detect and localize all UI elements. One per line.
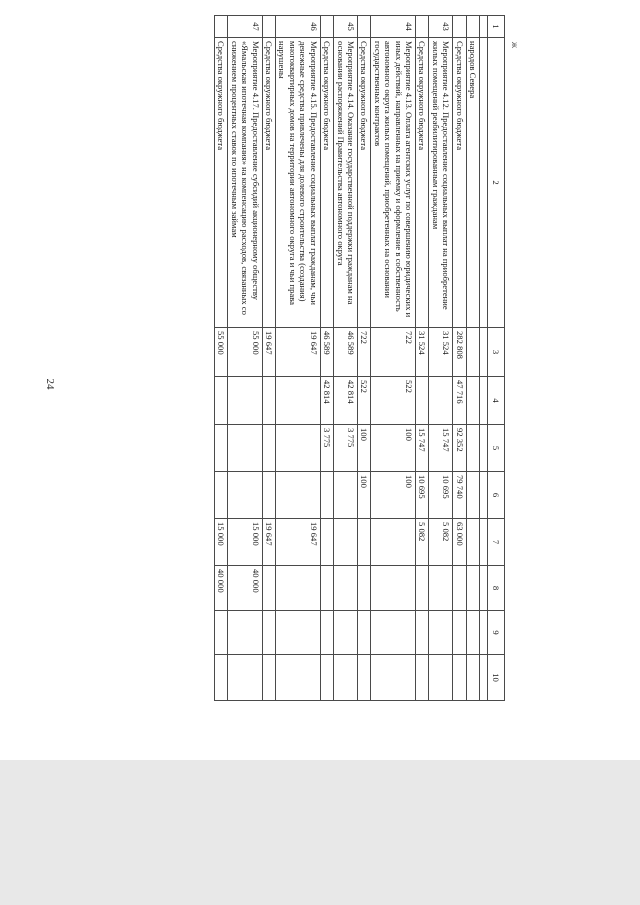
table-cell: 522 [357, 377, 370, 425]
table-cell [466, 611, 479, 655]
table-cell: Средства окружного бюджета [215, 38, 228, 328]
table-cell: 45 [334, 16, 358, 38]
table-cell: 15 000 [228, 519, 262, 566]
table-cell [480, 38, 488, 328]
table-cell [276, 655, 321, 701]
table-cell [276, 566, 321, 611]
table-cell: 100 [357, 472, 370, 519]
table-cell: 47 716 [453, 377, 466, 425]
scan-mark: ж [510, 41, 521, 49]
table-row-measure [334, 16, 358, 701]
table-cell: 42 814 [334, 377, 358, 425]
table-cell [320, 611, 333, 655]
table-cell [320, 472, 333, 519]
table-cell: 282 808 [453, 328, 466, 377]
table-cell [371, 655, 416, 701]
table-cell [215, 16, 228, 38]
table-cell: 40 000 [215, 566, 228, 611]
table-cell: 522 [371, 377, 416, 425]
table-cell [453, 611, 466, 655]
table-cell: 100 [371, 472, 416, 519]
table-cell: Мероприятие 4.14. Оказание государственной поддержки гражданам на основании распоряжений Правительства автономного округа [334, 38, 358, 328]
table-cell: Мероприятие 4.17. Предоставление субсидий акционерному обществу «Ямальская ипотечная компания» на компенсацию расходов, связанных со снижением процентных ставок по ипотечным займам [228, 38, 262, 328]
table-row-funding [320, 16, 333, 701]
table-cell [429, 377, 453, 425]
table-cell: 100 [357, 425, 370, 472]
table-cell [262, 611, 275, 655]
table-cell [466, 328, 479, 377]
table-cell: 722 [357, 328, 370, 377]
table-cell: Средства окружного бюджета [415, 38, 428, 328]
table-cell [262, 377, 275, 425]
table-cell [429, 611, 453, 655]
table-cell [320, 655, 333, 701]
table-row [466, 16, 479, 701]
header-row [488, 16, 505, 701]
table-cell: 3 775 [334, 425, 358, 472]
column-header: 8 [488, 566, 505, 611]
table-cell [466, 519, 479, 566]
table-cell [357, 566, 370, 611]
column-header: 3 [488, 328, 505, 377]
column-header: 6 [488, 472, 505, 519]
budget-table [214, 15, 505, 701]
table-cell: Средства окружного бюджета [453, 38, 466, 328]
table-cell [215, 611, 228, 655]
table-cell [334, 519, 358, 566]
table-cell [466, 472, 479, 519]
table-cell [480, 655, 488, 701]
table-cell [480, 377, 488, 425]
spacer-row [480, 16, 488, 701]
table-cell: Средства окружного бюджета [262, 38, 275, 328]
table-cell [334, 611, 358, 655]
table-cell: Средства окружного бюджета [357, 38, 370, 328]
table-cell [466, 16, 479, 38]
table-cell: народов Севера [466, 38, 479, 328]
table-cell: 31 524 [415, 328, 428, 377]
table-cell: 722 [371, 328, 416, 377]
table-cell [334, 566, 358, 611]
table-cell [276, 611, 321, 655]
table-cell: 15 747 [415, 425, 428, 472]
table-cell: 55 000 [228, 328, 262, 377]
table-cell: 10 695 [415, 472, 428, 519]
column-header: 1 [488, 16, 505, 38]
table-cell [276, 377, 321, 425]
table-cell [453, 566, 466, 611]
table-cell: 46 589 [334, 328, 358, 377]
table-cell: 47 [228, 16, 262, 38]
table-cell [228, 472, 262, 519]
table-cell [480, 519, 488, 566]
table-cell: 19 647 [262, 328, 275, 377]
table-cell: 55 000 [215, 328, 228, 377]
table-cell [262, 16, 275, 38]
scan-margin [0, 760, 640, 905]
table-cell [415, 566, 428, 611]
column-header: 10 [488, 655, 505, 701]
table-cell [320, 16, 333, 38]
table-cell: 42 814 [320, 377, 333, 425]
table-cell: 15 000 [215, 519, 228, 566]
table-cell [480, 611, 488, 655]
table-cell: 19 647 [262, 519, 275, 566]
table-cell [228, 425, 262, 472]
table-cell [357, 519, 370, 566]
table-cell: Средства окружного бюджета [320, 38, 333, 328]
table-cell [480, 425, 488, 472]
table-cell [215, 377, 228, 425]
table-cell [262, 566, 275, 611]
table-cell [334, 655, 358, 701]
table-cell [215, 655, 228, 701]
table-cell [371, 611, 416, 655]
table-cell [466, 377, 479, 425]
table-cell [480, 566, 488, 611]
table-cell [320, 519, 333, 566]
table-cell [357, 16, 370, 38]
column-header: 4 [488, 377, 505, 425]
table-cell [276, 425, 321, 472]
table-row-funding [215, 16, 228, 701]
table-cell: 40 000 [228, 566, 262, 611]
column-header: 5 [488, 425, 505, 472]
table-cell: Мероприятие 4.12. Предоставление социальных выплат на приобретение жилых помещений реабилитированным гражданам [429, 38, 453, 328]
table-cell: 3 775 [320, 425, 333, 472]
table-cell [215, 472, 228, 519]
table-row-measure [371, 16, 416, 701]
table-cell: 43 [429, 16, 453, 38]
table-row-measure [429, 16, 453, 701]
table-cell [453, 16, 466, 38]
table-cell: 5 082 [415, 519, 428, 566]
table-cell: 19 647 [276, 519, 321, 566]
table-cell [429, 566, 453, 611]
table-cell [262, 425, 275, 472]
table-cell [466, 655, 479, 701]
table-row-funding [453, 16, 466, 701]
table-cell [357, 655, 370, 701]
table-cell: Мероприятие 4.13. Оплата агентских услуг по совершению юридических и иных действий, направленных на приемку и оформление в собственность автономного округа жилых помещений, приобретенных на основании государственных контрактов [371, 38, 416, 328]
column-header: 7 [488, 519, 505, 566]
table-cell: 44 [371, 16, 416, 38]
table-cell [415, 377, 428, 425]
table-row-measure [276, 16, 321, 701]
table-cell: 92 352 [453, 425, 466, 472]
table-cell [415, 16, 428, 38]
table-cell: 100 [371, 425, 416, 472]
table-cell: 10 695 [429, 472, 453, 519]
table-cell [262, 472, 275, 519]
table-cell [228, 377, 262, 425]
table-cell: Мероприятие 4.15. Предоставление социальных выплат гражданам, чьи денежные средства привлечены для долевого строительства (создания) многоквартирных домов на территории автономного округа и чьи права нарушены [276, 38, 321, 328]
table-cell: 46 589 [320, 328, 333, 377]
table-cell [371, 519, 416, 566]
table-cell [228, 655, 262, 701]
table-row-funding [262, 16, 275, 701]
table-cell [466, 566, 479, 611]
table-cell [415, 611, 428, 655]
column-header: 2 [488, 38, 505, 328]
table-cell [276, 472, 321, 519]
budget-table-rotated [107, 15, 505, 700]
table-cell: 15 747 [429, 425, 453, 472]
table-row-measure [228, 16, 262, 701]
table-cell [429, 655, 453, 701]
table-cell [480, 328, 488, 377]
table-row-funding [415, 16, 428, 701]
table-cell [453, 655, 466, 701]
table-cell: 46 [276, 16, 321, 38]
table-cell [262, 655, 275, 701]
table-cell [415, 655, 428, 701]
table-cell: 19 647 [276, 328, 321, 377]
table-cell: 79 740 [453, 472, 466, 519]
table-cell: 63 000 [453, 519, 466, 566]
page-number: 24 [44, 378, 56, 390]
table-cell [357, 611, 370, 655]
table-cell [320, 566, 333, 611]
table-cell [480, 16, 488, 38]
table-cell [371, 566, 416, 611]
table-row-funding [357, 16, 370, 701]
table-cell [228, 611, 262, 655]
table-cell [480, 472, 488, 519]
column-header: 9 [488, 611, 505, 655]
table-cell: 5 082 [429, 519, 453, 566]
table-cell [334, 472, 358, 519]
table-cell [466, 425, 479, 472]
table-cell: 31 524 [429, 328, 453, 377]
table-cell [215, 425, 228, 472]
